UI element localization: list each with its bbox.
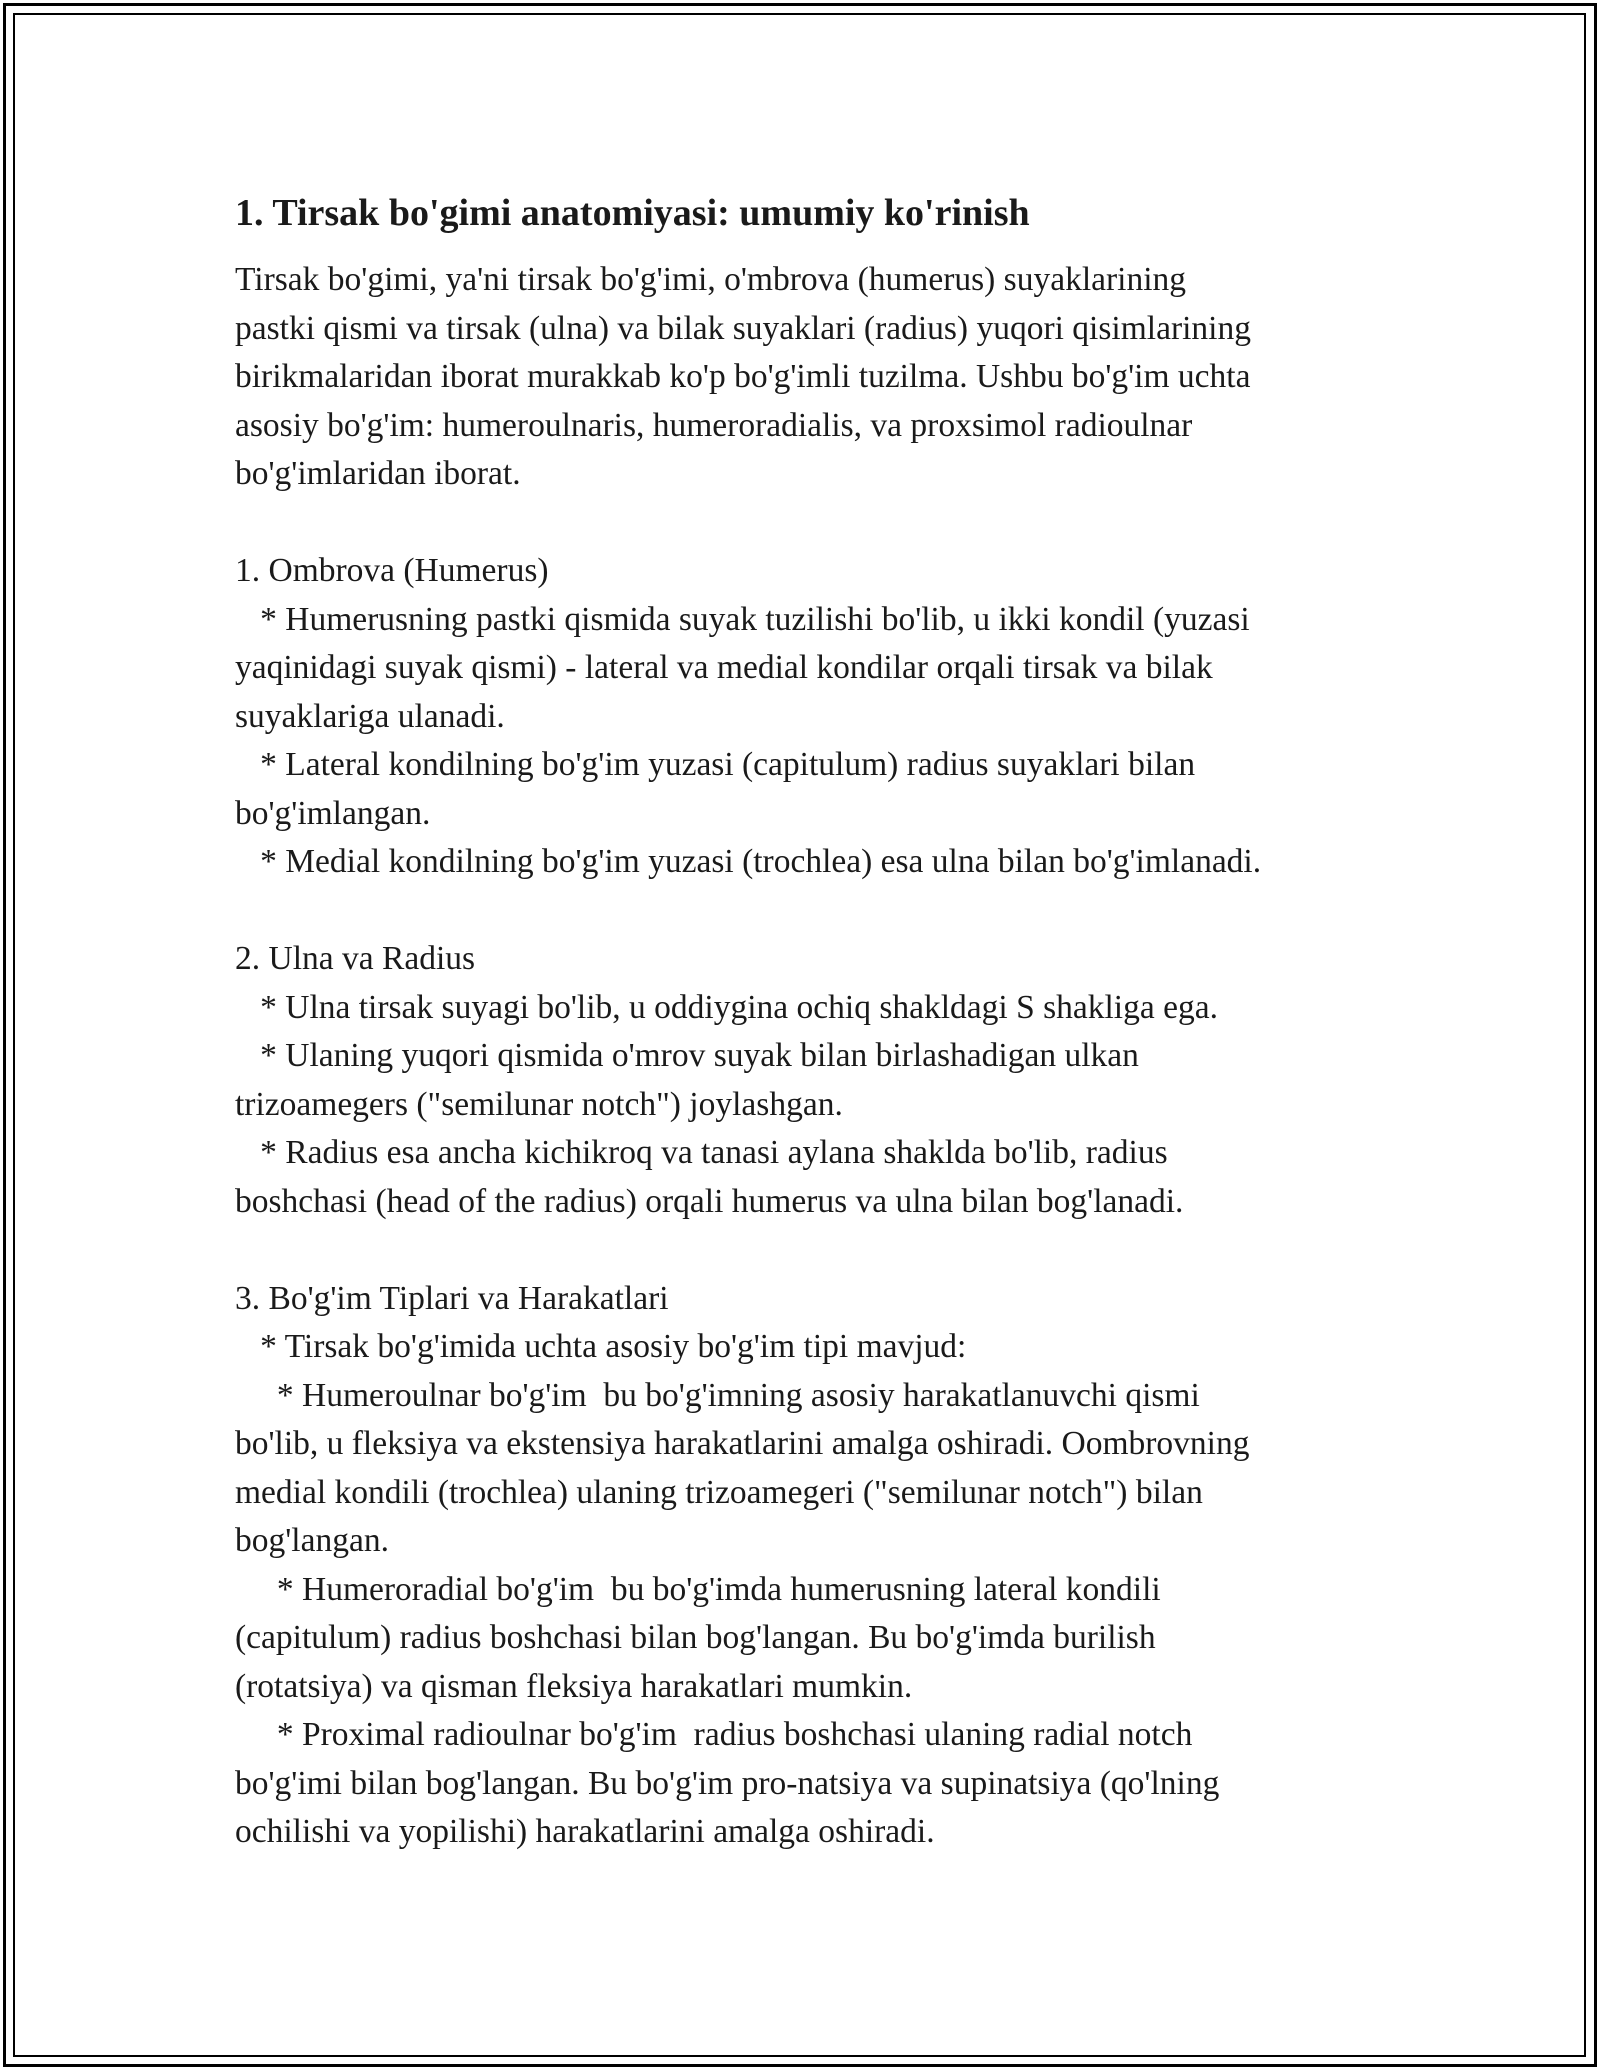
text-line: bo'g'imlaridan iborat. [235,455,521,492]
section-joint-types [235,1275,1410,1857]
text-line: * Ulaning yuqori qismida o'mrov suyak bilan birlashadigan ulkan [235,1037,1139,1074]
text-line: (rotatsiya) va qisman fleksiya harakatlari mumkin. [235,1667,913,1705]
text-line: bo'lib, u fleksiya va ekstensiya harakatlarini amalga oshiradi. Oombrovning [235,1425,1250,1462]
section-heading: 2. Ulna va Radius [235,940,476,977]
text-line: bog'langan. [235,1522,389,1559]
text-line: pastki qismi va tirsak (ulna) va bilak suyaklari (radius) yuqori qisimlarining [235,309,1251,347]
document-body [235,188,1410,1857]
text-line: * Humeroradial bo'g'im bu bo'g'imda humerusning lateral kondili [235,1570,1161,1608]
text-line: suyaklariga ulanadi. [235,697,505,735]
section-ulna-radius [235,935,1410,1226]
document-title: 1. Tirsak bo'gimi anatomiyasi: umumiy ko'rinish [235,192,1030,234]
blank-line [235,887,1410,936]
text-line: yaqinidagi suyak qismi) - lateral va medial kondilar orqali tirsak va bilak [235,649,1213,686]
text-line: bo'g'imlangan. [235,794,431,832]
text-line: Tirsak bo'gimi, ya'ni tirsak bo'g'imi, o'mbrova (humerus) suyaklarining [235,261,1187,298]
blank-line [235,499,1410,548]
blank-line [235,1226,1410,1275]
text-line: * Humeroulnar bo'g'im bu bo'g'imning asosiy harakatlanuvchi qismi [235,1376,1200,1414]
text-line: * Radius esa ancha kichikroq va tanasi aylana shaklda bo'lib, radius [235,1134,1168,1171]
text-line: * Proximal radioulnar bo'g'im radius boshchasi ulaning radial notch [235,1716,1193,1753]
text-line: * Medial kondilning bo'g'im yuzasi (trochlea) esa ulna bilan bo'g'imlanadi. [235,843,1262,880]
text-line: asosiy bo'g'im: humeroulnaris, humeroradialis, va proxsimol radioulnar [235,406,1193,444]
text-line: ochilishi va yopilishi) harakatlarini amalga oshiradi. [235,1813,935,1850]
text-line: (capitulum) radius boshchasi bilan bog'langan. Bu bo'g'imda burilish [235,1619,1156,1656]
text-line: * Lateral kondilning bo'g'im yuzasi (capitulum) radius suyaklari bilan [235,746,1196,783]
text-line: trizoamegers ("semilunar notch") joylashgan. [235,1085,843,1123]
text-line: birikmalaridan iborat murakkab ko'p bo'g'imli tuzilma. Ushbu bo'g'im uchta [235,358,1251,395]
text-line: * Humerusning pastki qismida suyak tuzilishi bo'lib, u ikki kondil (yuzasi [235,600,1250,638]
text-line: * Ulna tirsak suyagi bo'lib, u oddiygina ochiq shakldagi S shakliga ega. [235,988,1218,1026]
text-line: boshchasi (head of the radius) orqali humerus va ulna bilan bog'lanadi. [235,1182,1184,1220]
intro-paragraph [235,256,1410,499]
text-line: * Tirsak bo'g'imida uchta asosiy bo'g'im tipi mavjud: [235,1328,967,1365]
text-line: medial kondili (trochlea) ulaning trizoamegeri ("semilunar notch") bilan [235,1473,1203,1511]
text-line: bo'g'imi bilan bog'langan. Bu bo'g'im pro-natsiya va supinatsiya (qo'lning [235,1764,1220,1802]
section-heading: 3. Bo'g'im Tiplari va Harakatlari [235,1279,669,1317]
section-humerus [235,547,1410,887]
section-heading: 1. Ombrova (Humerus) [235,552,549,589]
